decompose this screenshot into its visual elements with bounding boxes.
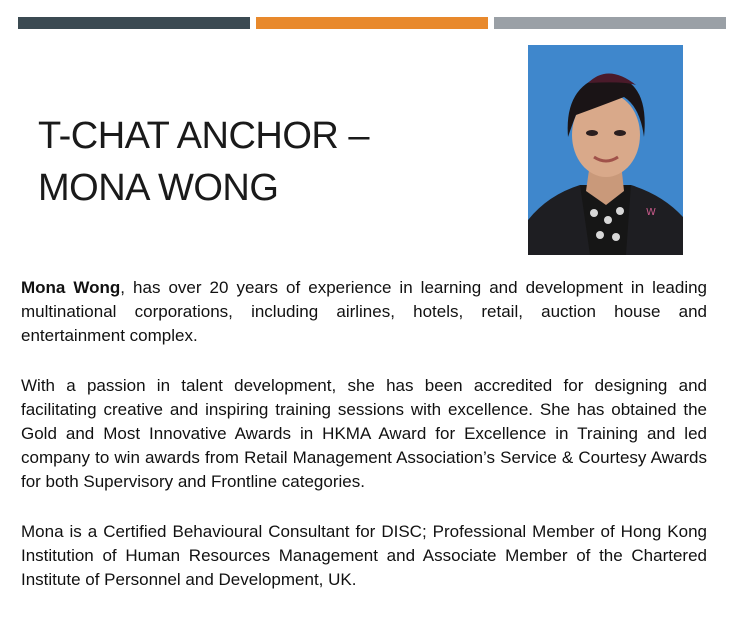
accent-bar-orange	[256, 17, 488, 29]
slide-title	[38, 110, 478, 214]
accent-bar-gray	[494, 17, 726, 29]
bio-paragraph-2: With a passion in talent development, she has been accredited for designing and facilitating creative and inspiring training sessions with excellence. She has obtained the Gold and Most Innovative Awards in HKMA Award for Excellence in Training and led company to win awards from Retail Management Association’s Service & Courtesy Awards for both Supervisory and Frontline categories.	[21, 376, 707, 491]
bio-name: Mona Wong	[21, 278, 121, 297]
svg-text:W: W	[646, 207, 656, 218]
bio-paragraph-1-text: , has over 20 years of experience in learning and development in leading multinational corporations, including airlines, hotels, retail, auction house and entertainment complex.	[21, 278, 708, 345]
bio-paragraph-3: Mona is a Certified Behavioural Consultant for DISC; Professional Member of Hong Kong Institution of Human Resources Management and Associate Member of the Chartered Institute of Personnel and Development, UK.	[21, 522, 707, 589]
portrait-photo	[528, 45, 683, 255]
bio-paragraph-1	[21, 276, 707, 348]
biography	[21, 276, 707, 618]
portrait-illustration	[528, 45, 683, 255]
title-line-1: T-CHAT ANCHOR –	[38, 115, 370, 157]
title-line-2: MONA WONG	[38, 167, 279, 209]
accent-bar-dark	[18, 17, 250, 29]
